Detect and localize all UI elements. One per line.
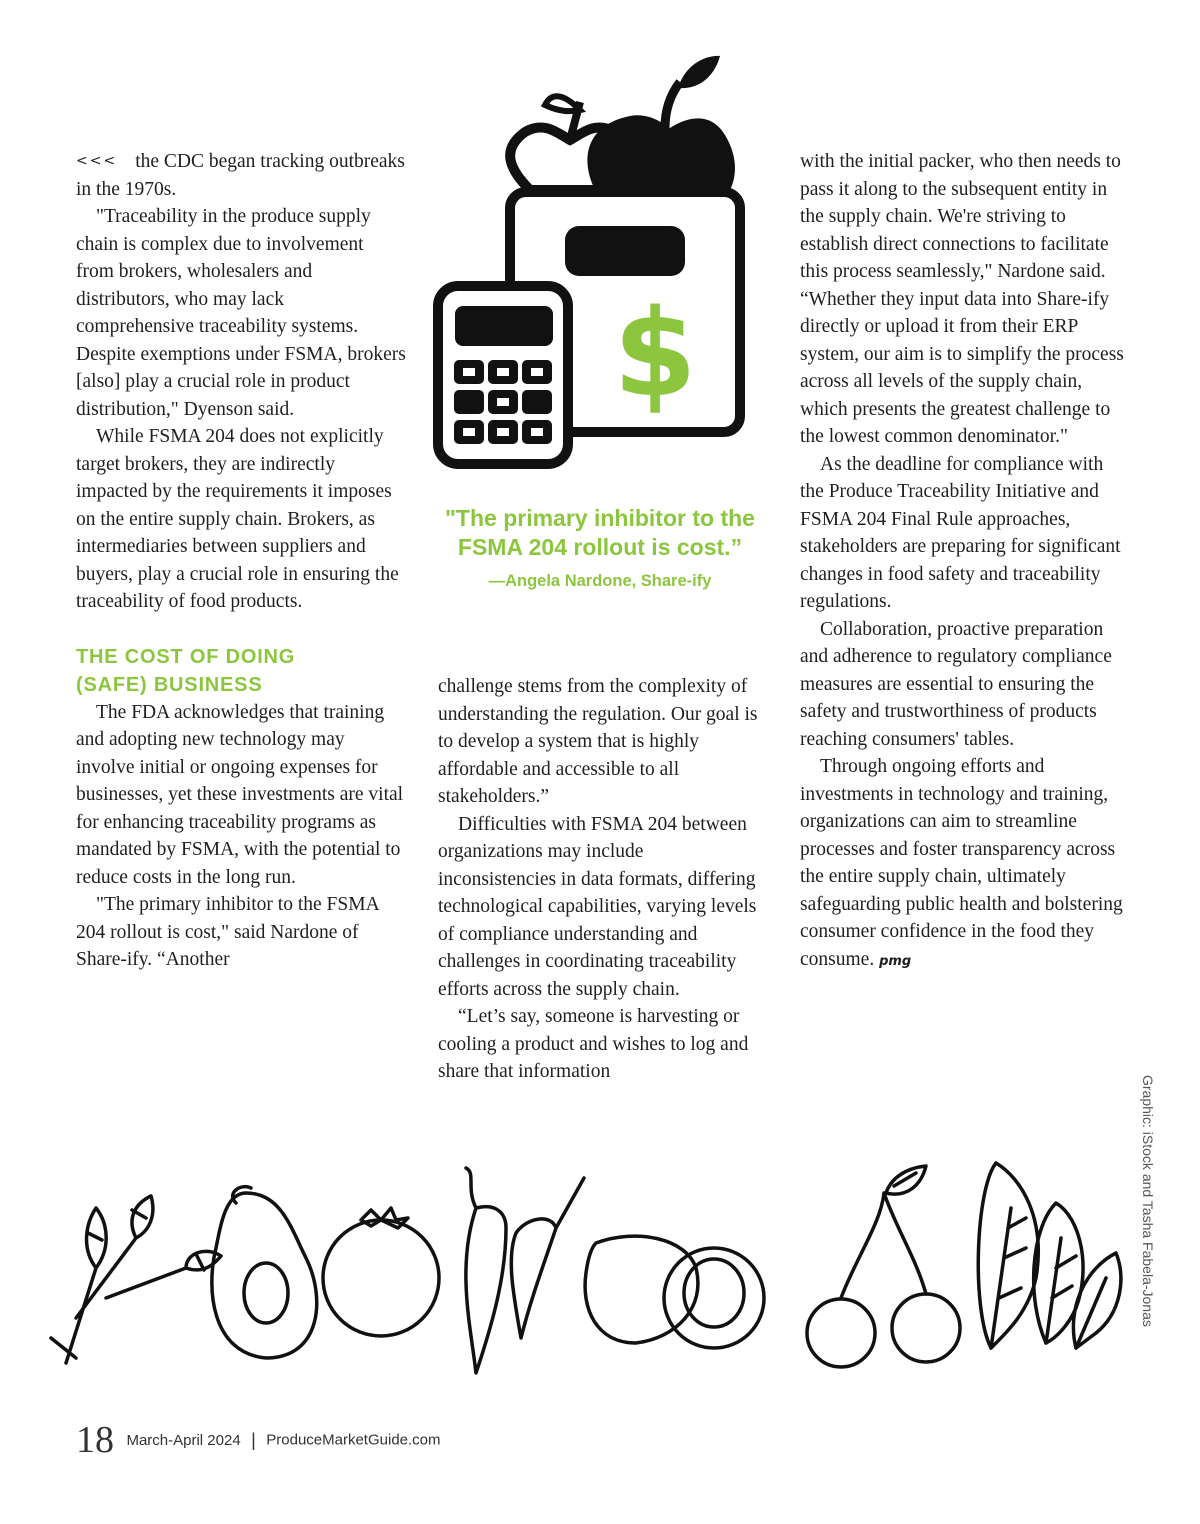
paragraph: As the deadline for compliance with the Produce Traceability Initiative and FSMA 204 Final Rule approaches, stakeholders are preparing for significant changes in food safety and traceability regulations. (800, 453, 1121, 612)
spinach-icon (978, 1163, 1121, 1348)
section-heading: THE COST OF DOING (SAFE) BUSINESS (76, 645, 296, 696)
issue-date: March-April 2024 (126, 1431, 241, 1449)
dollar-sign: $ (613, 285, 697, 424)
end-mark: pmg (879, 953, 912, 969)
paragraph: Through ongoing efforts and investments in technology and training, organizations can aim to streamline processes and foster transparency across the entire supply chain, ultimately safeguarding public health and bolstering consumer confidence in the food they consume. pmg (800, 756, 1123, 970)
paragraph: Difficulties with FSMA 204 between organizations may include inconsistencies in data formats, differing technological capabilities, varying levels of compliance understanding and challenges in coordinating traceability efforts across the supply chain. (438, 813, 757, 1000)
paragraph: The FDA acknowledges that training and adopting new technology may involve initial or ongoing expenses for businesses, yet these investments are vital for enhancing traceability programs as mandated by FSMA, with the potential to reduce costs in the long run. (76, 701, 404, 888)
website-link[interactable]: ProduceMarketGuide.com (266, 1431, 441, 1449)
pull-quote-text: "The primary inhibitor to the FSMA 204 rollout is cost.” (445, 505, 755, 560)
article-column-3 (800, 148, 1130, 975)
calculator-icon (438, 286, 568, 464)
page-footer (76, 1418, 441, 1462)
article-column-2 (438, 673, 763, 1086)
continuation-mark: <<< (76, 153, 118, 169)
paragraph: “Let’s say, someone is harvesting or cooling a product and wishes to log and share that information (438, 1006, 749, 1082)
paragraph: While FSMA 204 does not explicitly target brokers, they are indirectly impacted by the requirements it imposes on the entire supply chain. Brokers, as intermediaries between suppliers and buyers, play a crucial role in ensuring the traceability of food products. (76, 426, 399, 612)
paragraph: "The primary inhibitor to the FSMA 204 rollout is cost," said Nardone of Share-ify. “Another (76, 894, 379, 970)
avocado-icon (212, 1187, 317, 1358)
paragraph: <<< the CDC began tracking outbreaks in the 1970s. (76, 151, 405, 200)
article-column-1 (76, 148, 406, 974)
coconut-icon (585, 1236, 764, 1348)
paragraph: with the initial packer, who then needs to pass it along to the subsequent entity in the supply chain. We're striving to establish direct connections to facilitate this process seamlessly," Nardone said. “Whether they input data into Share-ify directly or upload it from their ERP system, our aim is to simplify the process across all levels of the supply chain, which presents the greatest challenge to the lowest common denominator." (800, 151, 1124, 447)
pull-quote (440, 504, 760, 591)
page-number: 18 (76, 1419, 114, 1461)
chili-pepper-icon (466, 1168, 584, 1373)
paragraph: Collaboration, proactive preparation and adherence to regulatory compliance measures are essential to ensuring the safety and trustworthiness of products reaching consumers' tables. (800, 618, 1112, 750)
produce-illustration (36, 1148, 1136, 1388)
pull-quote-attribution: —Angela Nardone, Share-ify (488, 572, 712, 590)
paragraph: "Traceability in the produce supply chain is complex due to involvement from brokers, wholesalers and distributors, who may lack comprehensive traceability systems. Despite exemptions under FSMA, brokers [also] play a crucial role in product distribution," Dyenson said. (76, 206, 406, 420)
photo-credit: Graphic: iStock and Tasha Fabela-Jonas (1140, 1075, 1156, 1327)
tomato-icon (323, 1208, 439, 1336)
footer-separator: | (251, 1429, 256, 1450)
asparagus-icon (51, 1196, 221, 1363)
apple-icon (510, 56, 735, 190)
paragraph: challenge stems from the complexity of understanding the regulation. Our goal is to develop a system that is highly affordable and accessible to all stakeholders.” (438, 676, 758, 807)
cost-illustration (430, 50, 770, 480)
cherries-icon (807, 1166, 960, 1367)
